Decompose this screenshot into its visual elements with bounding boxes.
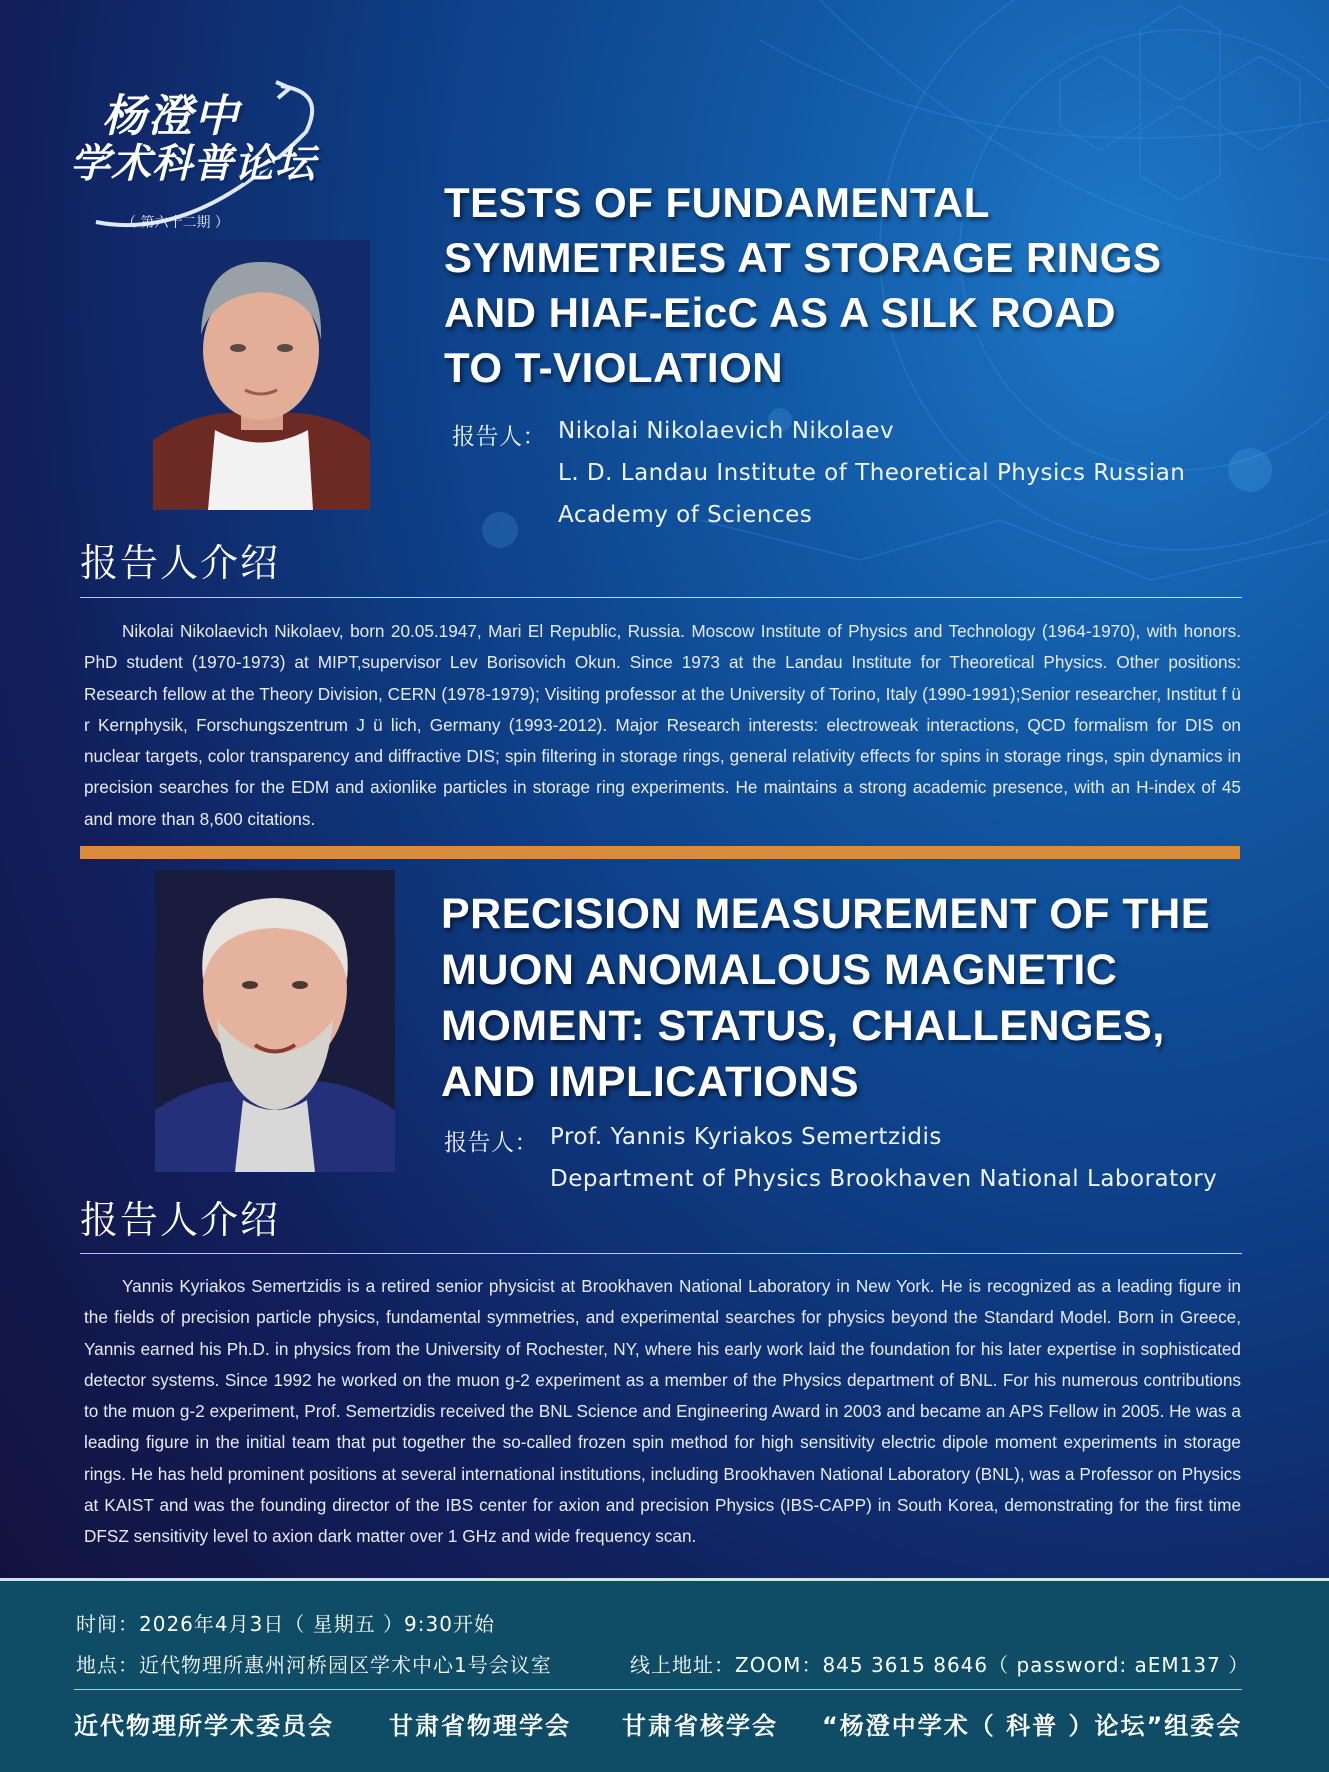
organizer: 近代物理所学术委员会 (74, 1712, 334, 1740)
divider (80, 597, 1242, 598)
event-time: 时间：2026年4月3日（ 星期五 ）9:30开始 (76, 1612, 495, 1636)
speaker1-affiliation: L. D. Landau Institute of Theoretical Physics Russian (558, 460, 1186, 486)
organizer: 甘肃省物理学会 (389, 1712, 571, 1740)
logo-title-line2: 学术科普论坛 (70, 141, 316, 187)
talk2-title-line: PRECISION MEASUREMENT OF THE (441, 890, 1210, 938)
talk2-title-line: AND IMPLICATIONS (441, 1058, 860, 1106)
talk2-speaker (444, 1124, 1264, 1214)
organizer: 甘肃省核学会 (622, 1712, 778, 1740)
talk2-title-line: MUON ANOMALOUS MAGNETIC (441, 946, 1118, 994)
talk1-title-line: TO T-VIOLATION (444, 344, 784, 391)
talk1-speaker (452, 418, 1252, 548)
speaker2-bio: Yannis Kyriakos Semertzidis is a retired senior physicist at Brookhaven National Laboratory in New York. He is recognized as a leading figure in the fields of precision particle physics, fundamental symmetries, and experimental searches for physics beyond the Standard Model. Born in Greece, Yannis earned his Ph.D. in physics from the University of Rochester, NY, where his early work laid the foundation for his later expertise in sophisticated detector systems. Since 1992 he worked on the muon g-2 experiment as a member of the Physics department of BNL. For his numerous contributions to the muon g-2 experiment, Prof. Semertzidis received the BNL Science and Engineering Award in 2003 and became an APS Fellow in 2005. He was a leading figure in the initial team that put together the so-called frozen spin method for high sensitivity electric dipole moment experiments in storage rings. He has held prominent positions at several international institutions, including Brookhaven National Laboratory (BNL), was a Professor on Physics at KAIST and was the founding director of the IBS center for axion and precision Physics (IBS-CAPP) in South Korea, demonstrating for the first time DFSZ sensitivity level to axion dark matter over 1 GHz and wide frequency scan. (84, 1276, 1241, 1547)
logo-title-line1: 杨澄中 (102, 91, 240, 142)
speaker1-portrait (153, 240, 370, 510)
issue-number: （ 第六十二期 ） (122, 215, 229, 231)
forum-logo (66, 72, 326, 242)
speaker2-affiliation: Department of Physics Brookhaven National Laboratory (550, 1166, 1218, 1192)
talk1-title (444, 175, 1161, 395)
speaker-label: 报告人： (444, 1130, 538, 1156)
talk2-title-line: MOMENT: STATUS, CHALLENGES, (441, 1002, 1165, 1050)
footer-divider (74, 1689, 1242, 1690)
talk1-title-line: TESTS OF FUNDAMENTAL (444, 179, 990, 226)
online-address: 线上地址：ZOOM：845 3615 8646（ password: aEM137 ） (630, 1653, 1250, 1677)
speaker1-affiliation: Academy of Sciences (558, 502, 813, 528)
organizer: “杨澄中学术（ 科普 ）论坛”组委会 (822, 1712, 1243, 1740)
speaker2-name: Prof. Yannis Kyriakos Semertzidis (550, 1124, 942, 1150)
event-location: 地点：近代物理所惠州河桥园区学术中心1号会议室 (76, 1653, 552, 1677)
divider (80, 1253, 1242, 1254)
speaker1-bio: Nikolai Nikolaevich Nikolaev, born 20.05.1947, Mari El Republic, Russia. Moscow Institute of Physics and Technology (1964-1970), with honors. PhD student (1970-1973) at MIPT,supervisor Lev Borisovich Okun. Since 1973 at the Landau Institute for Theoretical Physics. Other positions: Research fellow at the Theory Division, CERN (1978-1979); Visiting professor at the University of Torino, Italy (1990-1991);Senior researcher, Institut f ü r Kernphysik, Forschungszentrum J ü lich, Germany (1993-2012). Major Research interests: electroweak interactions, QCD formalism for DIS on nuclear targets, color transparency and diffractive DIS; spin filtering in storage rings, general relativity effects for spins in storage rings, spin dynamics in precision searches for the EDM and axionlike particles in storage ring experiments. He maintains a strong academic presence, with an H-index of 45 and more than 8,600 citations. (84, 621, 1241, 829)
section-divider-bar (80, 846, 1240, 859)
talk1-title-line: SYMMETRIES AT STORAGE RINGS (444, 234, 1162, 281)
speaker-label: 报告人： (452, 424, 546, 450)
footer-border (0, 1578, 1329, 1581)
talk2-title (441, 886, 1210, 1110)
speaker1-intro-heading: 报告人介绍 (80, 541, 281, 585)
speaker1-name: Nikolai Nikolaevich Nikolaev (558, 418, 895, 444)
speaker2-intro-heading: 报告人介绍 (80, 1198, 281, 1242)
talk1-title-line: AND HIAF-EicC AS A SILK ROAD (444, 289, 1117, 336)
speaker2-portrait (155, 870, 395, 1172)
